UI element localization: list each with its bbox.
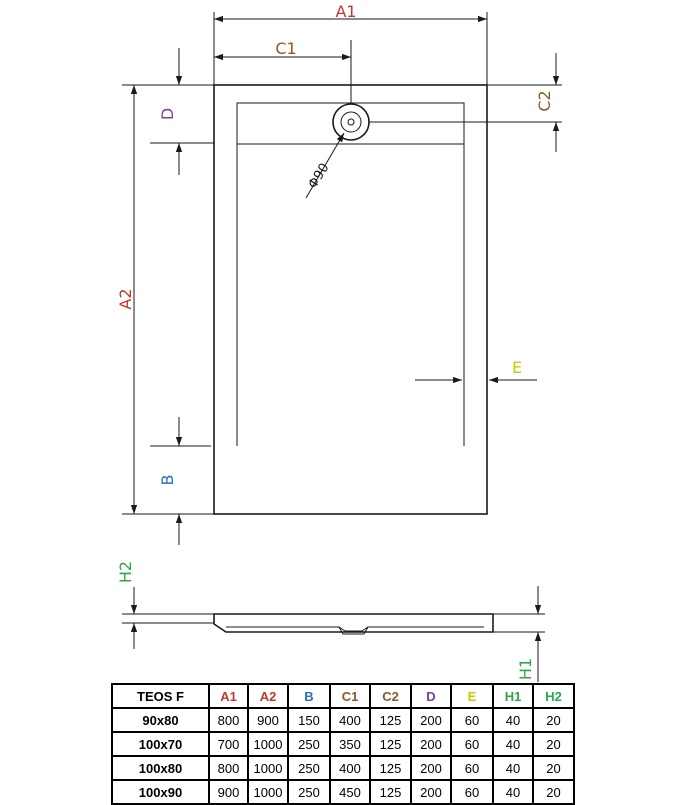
drain-inner xyxy=(341,112,361,132)
table-cell: 20 xyxy=(533,756,574,780)
label-b: B xyxy=(158,474,177,486)
table-cell: 200 xyxy=(411,732,451,756)
table-cell: 400 xyxy=(330,708,370,732)
table-cell-model: 100x70 xyxy=(112,732,209,756)
tray-inner-profile xyxy=(226,627,484,631)
table-header-e: E xyxy=(451,684,493,708)
table-cell: 800 xyxy=(209,756,248,780)
table-cell: 125 xyxy=(370,756,411,780)
table-cell: 250 xyxy=(288,780,330,804)
inner-channel xyxy=(237,103,464,446)
dimension-lines xyxy=(134,19,556,545)
label-e: E xyxy=(512,358,523,377)
tray-profile xyxy=(214,614,493,632)
label-c2: C2 xyxy=(535,90,554,112)
table-cell: 200 xyxy=(411,756,451,780)
label-c1: C1 xyxy=(275,39,297,58)
table-cell: 250 xyxy=(288,756,330,780)
table-header-d: D xyxy=(411,684,451,708)
table-header-row xyxy=(112,684,574,708)
table-header-c2: C2 xyxy=(370,684,411,708)
table-cell: 200 xyxy=(411,780,451,804)
table-header-a1: A1 xyxy=(209,684,248,708)
table-cell: 20 xyxy=(533,708,574,732)
table-body xyxy=(112,708,574,804)
label-h2: H2 xyxy=(116,560,135,584)
table-cell: 60 xyxy=(451,756,493,780)
table-cell: 900 xyxy=(209,780,248,804)
table-header-a2: A2 xyxy=(248,684,288,708)
top-view xyxy=(214,85,487,514)
table-cell: 1000 xyxy=(248,732,288,756)
table-cell-model: 100x90 xyxy=(112,780,209,804)
table-header-h1: H1 xyxy=(493,684,533,708)
table-cell: 1000 xyxy=(248,780,288,804)
table-row xyxy=(112,780,574,804)
table-row xyxy=(112,756,574,780)
table-cell: 40 xyxy=(493,708,533,732)
label-a2: A2 xyxy=(116,288,135,310)
table-cell: 1000 xyxy=(248,756,288,780)
drain-center xyxy=(348,119,354,125)
label-a1: A1 xyxy=(335,2,357,21)
table-cell: 250 xyxy=(288,732,330,756)
extension-lines xyxy=(122,12,562,514)
table-header-h2: H2 xyxy=(533,684,574,708)
table-cell: 400 xyxy=(330,756,370,780)
table-cell: 700 xyxy=(209,732,248,756)
table-cell: 450 xyxy=(330,780,370,804)
table-cell-model: 100x80 xyxy=(112,756,209,780)
table-cell: 40 xyxy=(493,780,533,804)
table-header-model: TEOS F xyxy=(112,684,209,708)
tray-outline xyxy=(214,85,487,514)
dimensions-table xyxy=(111,683,575,805)
table-cell: 20 xyxy=(533,732,574,756)
table-cell: 40 xyxy=(493,732,533,756)
drain-outer xyxy=(333,104,369,140)
label-drain-diameter: Φ90 xyxy=(305,160,333,192)
label-d: D xyxy=(158,107,177,121)
table-cell: 125 xyxy=(370,732,411,756)
table-cell-model: 90x80 xyxy=(112,708,209,732)
table-cell: 125 xyxy=(370,708,411,732)
table-cell: 60 xyxy=(451,732,493,756)
table-row xyxy=(112,708,574,732)
table-row xyxy=(112,732,574,756)
table-cell: 900 xyxy=(248,708,288,732)
dimension-labels xyxy=(116,2,554,680)
table-cell: 350 xyxy=(330,732,370,756)
table-cell: 60 xyxy=(451,708,493,732)
label-h1: H1 xyxy=(516,657,535,681)
side-view xyxy=(122,586,545,682)
table-cell: 20 xyxy=(533,780,574,804)
table-cell: 125 xyxy=(370,780,411,804)
table-header-c1: C1 xyxy=(330,684,370,708)
table-header-b: B xyxy=(288,684,330,708)
table-cell: 200 xyxy=(411,708,451,732)
table-cell: 40 xyxy=(493,756,533,780)
table-cell: 150 xyxy=(288,708,330,732)
table-cell: 60 xyxy=(451,780,493,804)
table-cell: 800 xyxy=(209,708,248,732)
